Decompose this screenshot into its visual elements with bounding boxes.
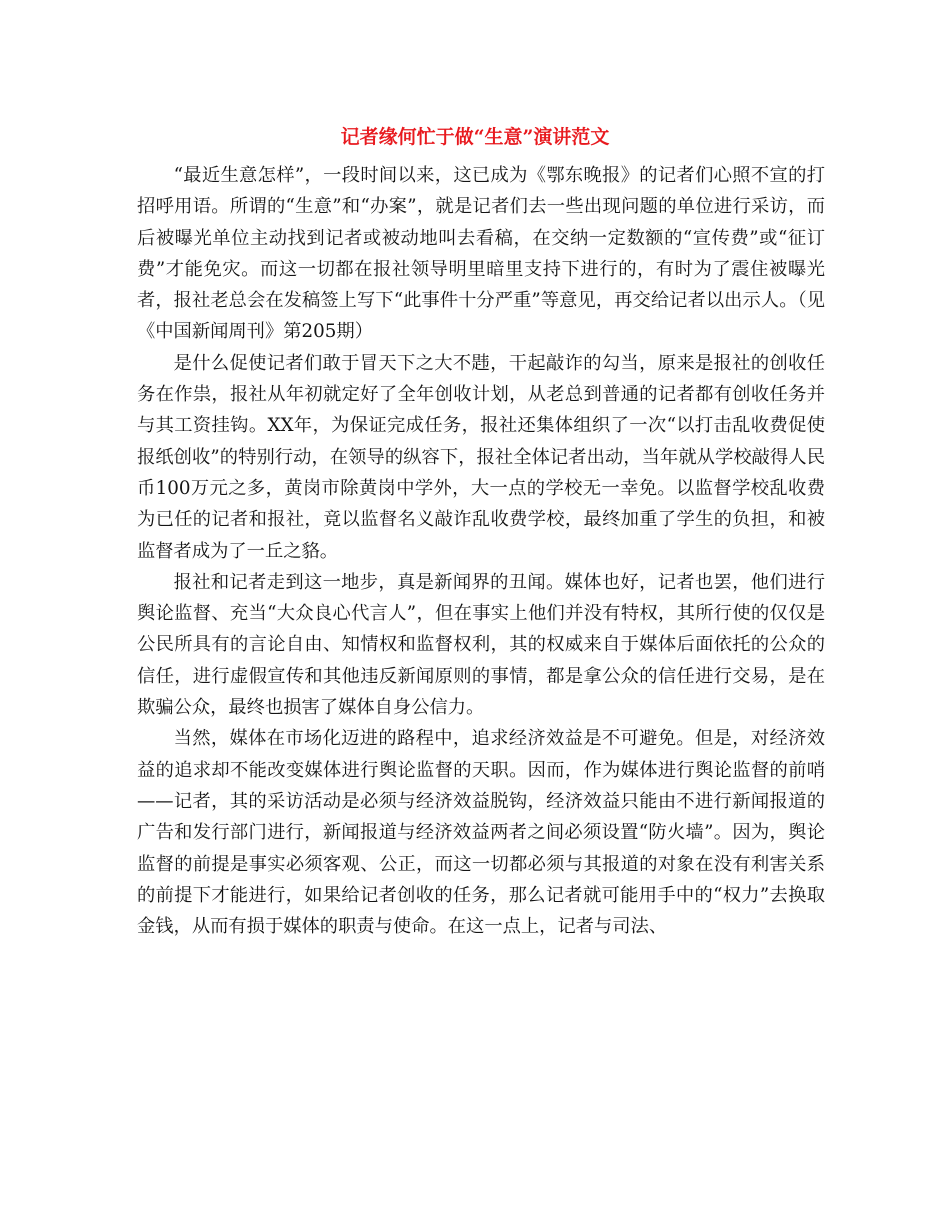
paragraph-3: 报社和记者走到这一地步，真是新闻界的丑闻。媒体也好，记者也罢，他们进行舆论监督、充当“大众良心代言人”，但在事实上他们并没有特权，其所行使的仅仅是公民所具有的言论自由、知情权和监督权利，其的权威来自于媒体后面依托的公众的信任，进行虚假宣传和其他违反新闻原则的事情，都是拿公众的信任进行交易，是在欺骗公众，最终也损害了媒体自身公信力。 xyxy=(137,571,825,719)
paragraph-4: 当然，媒体在市场化迈进的路程中，追求经济效益是不可避免。但是，对经济效益的追求却不能改变媒体进行舆论监督的天职。因而，作为媒体进行舆论监督的前哨——记者，其的采访活动是必须与经济效益脱钩，经济效益只能由不进行新闻报道的广告和发行部门进行，新闻报道与经济效益两者之间必须设置“防火墙”。因为，舆论监督的前提是事实必须客观、公正，而这一切都必须与其报道的对象在没有利害关系的前提下才能进行，如果给记者创收的任务，那么记者就可能用手中的“权力”去换取金钱，从而有损于媒体的职责与使命。在这一点上，记者与司法、 xyxy=(137,728,825,938)
document-body xyxy=(137,160,825,942)
document-title: 记者缘何忙于做“生意”演讲范文 xyxy=(340,126,610,148)
paragraph-1: “最近生意怎样”，一段时间以来，这已成为《鄂东晚报》的记者们心照不宣的打招呼用语。所谓的“生意”和“办案”，就是记者们去一些出现问题的单位进行采访，而后被曝光单位主动找到记者或被动地叫去看稿，在交纳一定数额的“宣传费”或“征订费”才能免灾。而这一切都在报社领导明里暗里支持下进行的，有时为了震住被曝光者，报社老总会在发稿签上写下“此事件十分严重”等意见，再交给记者以出示人。（见《中国新闻周刊》第205期） xyxy=(137,165,825,343)
paragraph-2: 是什么促使记者们敢于冒天下之大不韪，干起敲诈的勾当，原来是报社的创收任务在作祟，报社从年初就定好了全年创收计划，从老总到普通的记者都有创收任务并与其工资挂钩。XX年，为保证完成任务，报社还集体组织了一次“以打击乱收费促使报纸创收”的特别行动，在领导的纵容下，报社全体记者出动，当年就从学校敲得人民币100万元之多，黄岗市除黄岗中学外，大一点的学校无一幸免。以监督学校乱收费为已任的记者和报社，竟以监督名义敲诈乱收费学校，最终加重了学生的负担，和被监督者成为了一丘之貉。 xyxy=(137,352,825,562)
